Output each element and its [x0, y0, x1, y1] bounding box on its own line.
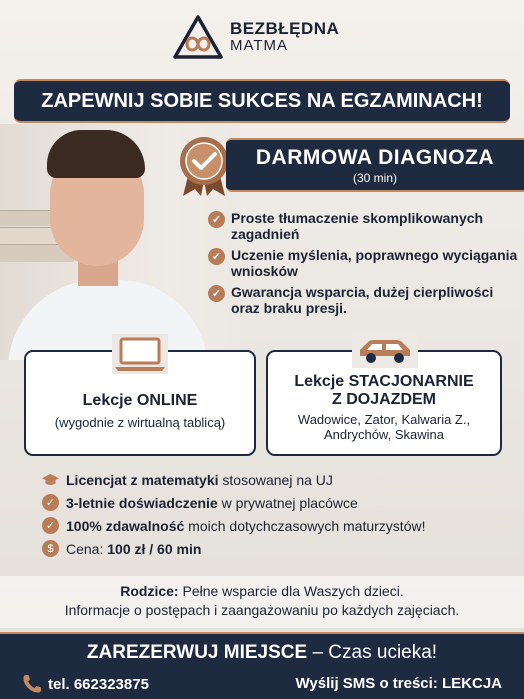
fact-item — [42, 491, 512, 514]
fact-prefix: Cena: — [66, 540, 108, 557]
fact-bold: 100% zdawalność — [66, 517, 185, 534]
check-icon: ✓ — [208, 285, 225, 302]
price-value: 100 zł / 60 min — [107, 540, 202, 557]
parents-line1: Pełne wsparcie dla Waszych dzieci. — [178, 583, 404, 599]
phone-number[interactable]: tel. 662323875 — [48, 675, 149, 693]
diagnosis-duration: (30 min) — [352, 171, 397, 185]
fact-text: moich dotychczasowych maturzystów! — [184, 517, 426, 534]
laptop-icon — [112, 334, 168, 374]
footer-bar — [0, 632, 524, 699]
graduation-cap-icon — [42, 473, 59, 487]
benefit-item — [208, 247, 524, 279]
brand-name-line2: MATMA — [230, 37, 289, 55]
award-badge-icon — [175, 136, 233, 198]
fact-text: w prywatnej placówce — [217, 494, 358, 511]
benefit-text: Proste tłumaczenie skomplikowanych zagadnień — [231, 210, 484, 242]
onsite-title-line1: Lekcje STACJONARNIE — [294, 373, 474, 390]
sms-instruction: Wyślij SMS o treści: LEKCJA — [295, 675, 502, 692]
car-icon — [352, 334, 418, 368]
cta-rest: – Czas ucieka! — [307, 642, 438, 663]
free-diagnosis-banner — [226, 138, 524, 192]
check-icon: ✓ — [42, 494, 59, 511]
benefit-item — [208, 210, 524, 242]
headline-banner — [14, 79, 510, 123]
online-subtitle: (wygodnie z wirtualną tablicą) — [54, 415, 226, 430]
brand-logo — [172, 14, 339, 60]
onsite-places-line1: Wadowice, Zator, Kalwaria Z., — [297, 412, 471, 427]
logo-mark-icon — [172, 14, 224, 60]
benefit-text: Gwarancja wsparcia, dużej cierpliwości oraz braku presji. — [231, 284, 494, 316]
brand-name-line1: BEZBŁĘDNA — [230, 19, 340, 39]
fact-bold: Licencjat z matematyki — [66, 471, 219, 488]
cta-bold: ZAREZERWUJ MIEJSCE — [86, 642, 308, 663]
diagnosis-title: DARMOWA DIAGNOZA — [255, 146, 495, 169]
phone-contact[interactable] — [22, 674, 149, 694]
fact-item — [42, 537, 512, 560]
fact-text: stosowanej na UJ — [218, 471, 333, 488]
benefits-list — [208, 210, 524, 321]
parents-line2: Informacje o postępach i zaangażowaniu po każdych zajęciach. — [64, 602, 460, 618]
fact-item — [42, 468, 512, 491]
onsite-title-line2: Z DOJAZDEM — [332, 391, 436, 408]
parents-info — [0, 576, 524, 628]
check-icon: ✓ — [208, 211, 225, 228]
benefit-item — [208, 284, 524, 316]
parents-label: Rodzice: — [120, 583, 179, 599]
online-title: Lekcje ONLINE — [82, 392, 198, 409]
onsite-places-line2: Andrychów, Skawina — [324, 427, 444, 442]
benefit-text: Uczenie myślenia, poprawnego wyciągania wniosków — [231, 247, 518, 279]
cta-text — [0, 642, 524, 664]
fact-item — [42, 514, 512, 537]
check-icon: ✓ — [208, 248, 225, 265]
dollar-icon: $ — [42, 540, 59, 557]
facts-list — [42, 468, 512, 560]
fact-bold: 3-letnie doświadczenie — [66, 494, 218, 511]
check-icon: ✓ — [42, 517, 59, 534]
headline-text: ZAPEWNIJ SOBIE SUKCES NA EGZAMINACH! — [41, 89, 483, 112]
phone-icon — [22, 674, 42, 694]
